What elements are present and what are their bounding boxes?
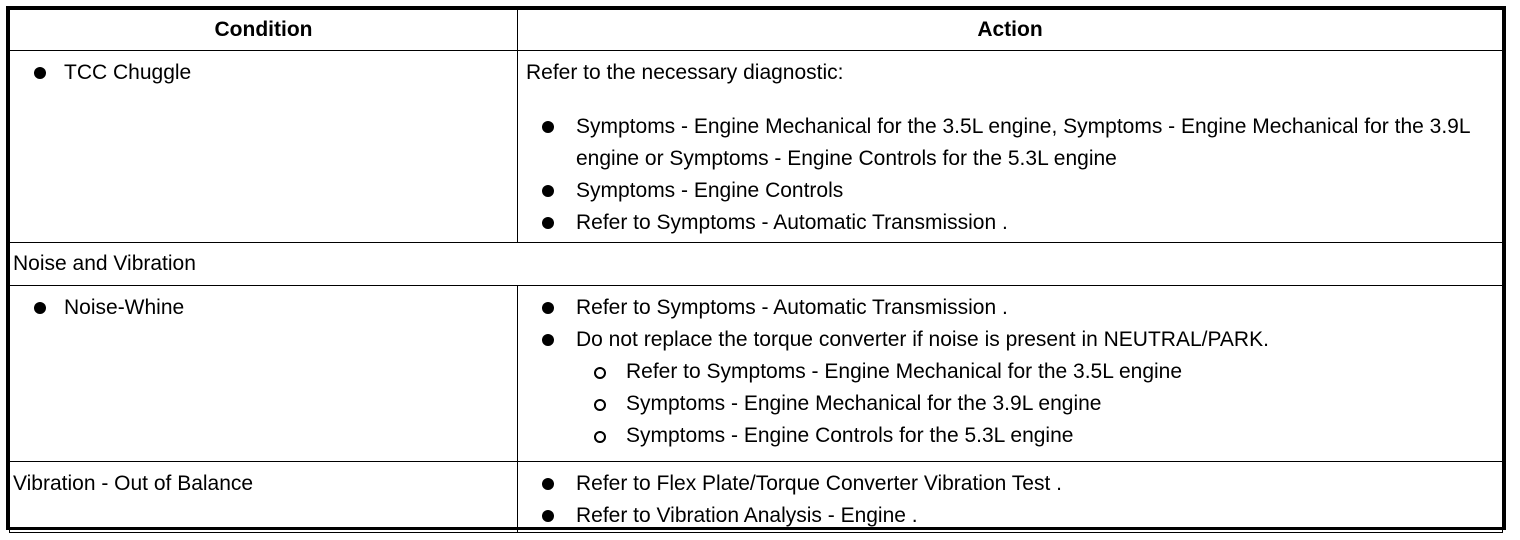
condition-item-noise-whine: Noise-Whine — [28, 292, 517, 324]
condition-cell-vibration: Vibration - Out of Balance — [10, 462, 518, 533]
diagnostic-table — [9, 9, 1503, 533]
action-item: Symptoms - Engine Mechanical for the 3.5L engine, Symptoms - Engine Mechanical for the 3.9L engine or Symptoms - Engine Controls for the 5.3L engine — [526, 111, 1502, 175]
condition-list — [28, 57, 517, 89]
action-cell — [518, 286, 1503, 462]
condition-header: Condition — [10, 10, 518, 51]
condition-item-tcc-chuggle: TCC Chuggle — [28, 57, 517, 89]
action-sub-list — [576, 356, 1502, 452]
header-row — [10, 10, 1503, 51]
table-row — [10, 286, 1503, 462]
section-row — [10, 243, 1503, 286]
action-item-with-sublist — [526, 324, 1502, 452]
sub-action-item: Symptoms - Engine Controls for the 5.3L engine — [576, 420, 1502, 452]
table-row — [10, 51, 1503, 243]
action-item: Refer to Symptoms - Automatic Transmission . — [526, 207, 1502, 239]
action-item: Refer to Symptoms - Automatic Transmission . — [526, 292, 1502, 324]
condition-cell — [10, 286, 518, 462]
action-intro: Refer to the necessary diagnostic: — [526, 61, 844, 84]
action-list — [526, 292, 1502, 452]
section-heading-noise-vibration: Noise and Vibration — [10, 243, 1503, 286]
table-row — [10, 462, 1503, 533]
action-item-text: Do not replace the torque converter if noise is present in NEUTRAL/PARK. — [576, 328, 1269, 351]
sub-action-item: Symptoms - Engine Mechanical for the 3.9L engine — [576, 388, 1502, 420]
action-item: Symptoms - Engine Controls — [526, 175, 1502, 207]
action-cell — [518, 51, 1503, 243]
action-item: Refer to Vibration Analysis - Engine . — [526, 500, 1502, 532]
condition-list — [28, 292, 517, 324]
condition-cell — [10, 51, 518, 243]
action-list — [526, 111, 1502, 239]
action-cell — [518, 462, 1503, 533]
sub-action-item: Refer to Symptoms - Engine Mechanical for the 3.5L engine — [576, 356, 1502, 388]
diagnostic-table-frame — [6, 6, 1506, 530]
action-header: Action — [518, 10, 1503, 51]
action-item: Refer to Flex Plate/Torque Converter Vibration Test . — [526, 468, 1502, 500]
action-list — [526, 468, 1502, 532]
